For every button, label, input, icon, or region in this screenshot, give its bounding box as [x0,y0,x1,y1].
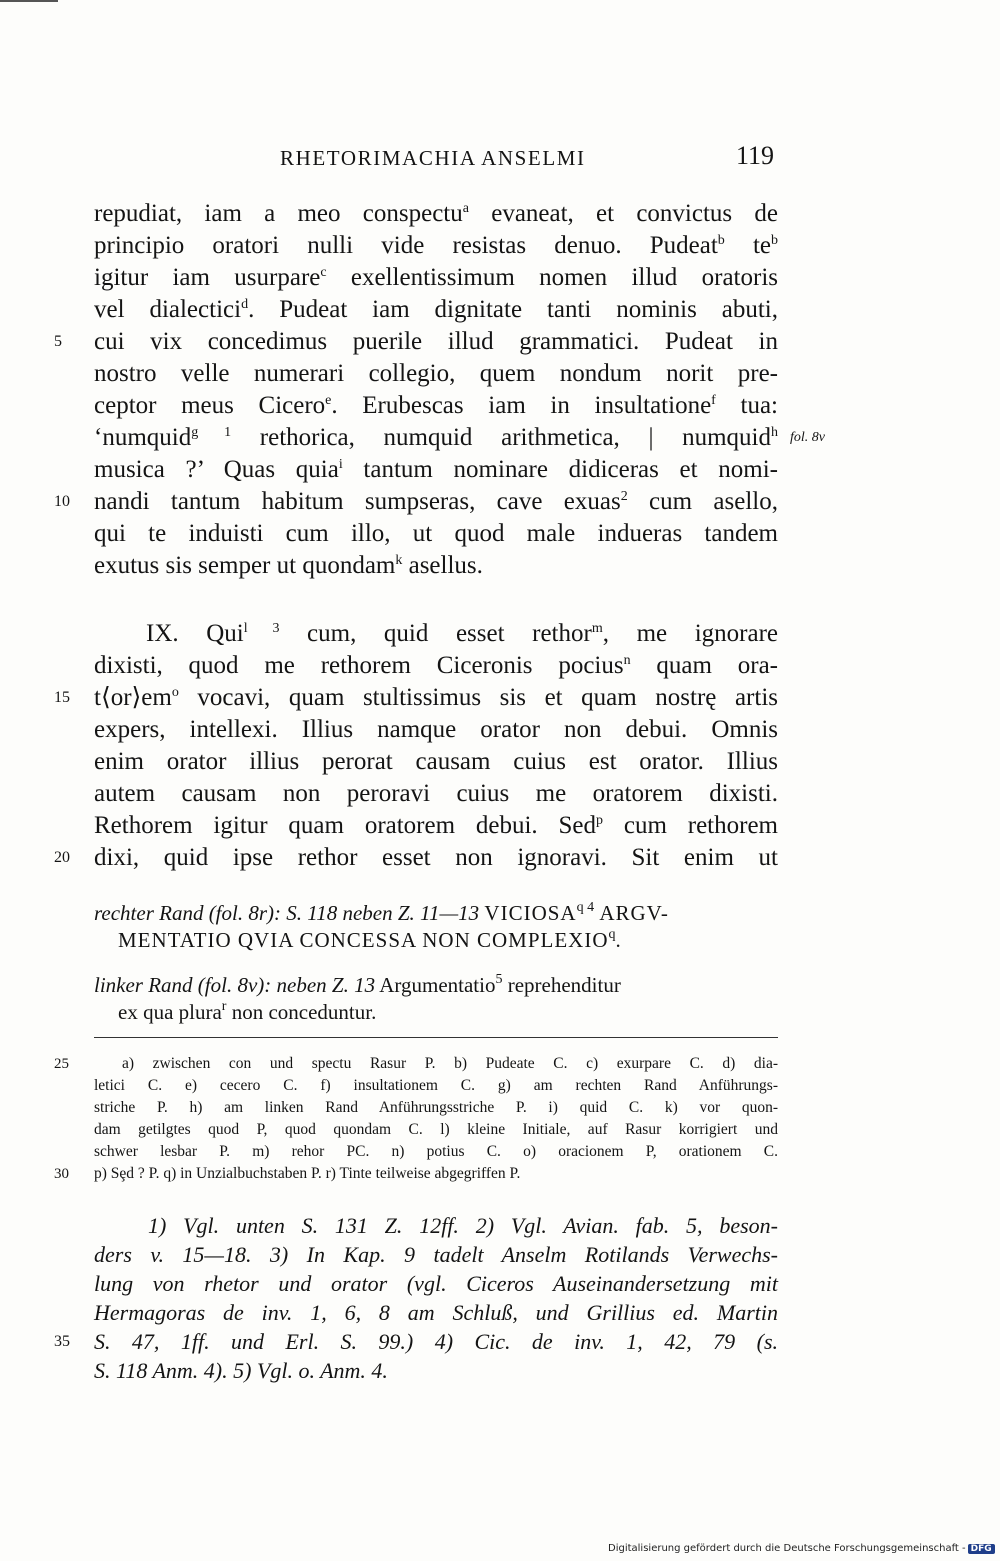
line-number: 5 [54,333,62,350]
text-line: enim orator illius perorat causam cuius est orator. Illius [94,748,778,775]
line-number: 10 [54,493,70,510]
apparatus-line: 25 a) zwischen con und spectu Rasur P. b) Pudeate C. c) exurpare C. d) dia- [94,1053,778,1075]
top-rule [0,0,58,2]
footnote-line: 1) Vgl. unten S. 131 Z. 12ff. 2) Vgl. Avian. fab. 5, beson- [148,1213,778,1238]
text-line: IX. Qui$^{l 3}$ cum, quid esset rethor$^m$, me ignorare [146,620,778,647]
text-line: musica ?’ Quas quia$^i$ tantum nominare didiceras et nomi- [94,456,778,483]
text-line: 5 cui vix concedimus puerile illud grammatici. Pudeat in [94,326,778,358]
footnote-line: ders v. 15—18. 3) In Kap. 9 tadelt Anselm Rotilands Verwechs- [94,1242,778,1267]
critical-apparatus [54,1053,778,1185]
chapter-ix-text [54,618,778,874]
dfg-logo: DFG [968,1544,995,1554]
running-head: RHETORIMACHIA ANSELMI [280,146,586,170]
footnotes [54,1211,778,1385]
apparatus-rule [94,1037,778,1038]
apparatus-line: 30 p) Sȩd ? P. q) in Unzialbuchstaben P. r) Tinte teilweise abgegriffen P. [94,1163,778,1185]
line-number: 35 [54,1333,70,1350]
text-line: expers, intellexi. Illius namque orator non debui. Omnis [94,716,778,743]
text-line: Rethorem igitur quam oratorem debui. Sed$^p$ cum rethorem [94,812,778,839]
apparatus-line: striche P. h) am linken Rand Anführungsstriche P. i) quid C. k) vor quon- [94,1099,778,1116]
footnote-line: 35 S. 47, 1ff. und Erl. S. 99.) 4) Cic. de inv. 1, 42, 79 (s. [54,1329,778,1354]
line-number: 20 [54,849,70,866]
margin-notes [94,900,778,1026]
right-margin-note: rechter Rand (fol. 8r): S. 118 neben Z. 11—13 $VICIOSA^{q 4}$ ARGV- [94,900,669,925]
text-line: qui te induisti cum illo, ut quod male indueras tandem [94,520,778,547]
text-line: nostro velle numerari collegio, quem nondum norit pre- [94,360,778,387]
dfg-funding-note: Digitalisierung gefördert durch die Deutsche Forschungsgemeinschaft - DFG [608,1543,995,1554]
line-number: 25 [54,1056,69,1072]
text-line: principio oratori nulli vide resistas denuo. Pudeat$^b$ $te^b$ [94,232,778,259]
text-line: dixisti, quod me rethorem Ciceronis pocius$^n$ quam ora- [94,652,778,679]
text-line: 15 $t⟨or⟩em^o$ vocavi, quam stultissimus sis et quam nostrę artis [94,682,778,714]
main-text [54,198,779,582]
line-number: 15 [54,689,70,706]
text-line: 20 dixi, quid ipse rethor esset non ignoravi. Sit enim ut [94,842,778,874]
text-line: autem causam non peroravi cuius me oratorem dixisti. [94,780,778,807]
right-margin-note-cont: MENTATIO QVIA CONCESSA NON COMPLEXIO$^q$. [118,927,621,952]
text-line: repudiat, iam a meo conspectu$^a$ evaneat, et convictus de [94,200,778,227]
text-line: igitur iam usurpare$^c$ exellentissimum nomen illud oratoris [94,264,778,291]
apparatus-line: dam getilgtes quod P, quod quondam C. l) kleine Initiale, auf Rasur korrigiert und [94,1121,778,1138]
apparatus-line: schwer lesbar P. m) rehor PC. n) potius C. o) oracionem P, orationem C. [94,1143,778,1160]
page-number: 119 [736,141,775,170]
marginal-folio-note: fol. 8v [790,430,825,445]
apparatus-line: letici C. e) cecero C. f) insultationem C. g) am rechten Rand Anführungs- [94,1077,778,1094]
text-line: vel dialectici$^d$. Pudeat iam dignitate tanti nominis abuti, [94,296,778,323]
left-margin-note: linker Rand (fol. 8v): neben Z. 13 Argumentatio$^5$ reprehenditur [94,972,621,997]
footnote-line: S. 118 Anm. 4). 5) Vgl. o. Anm. 4. [94,1358,388,1383]
text-line: 10 nandi tantum habitum sumpseras, cave exuas$^2$ cum asello, [94,486,778,518]
text-line: exutus sis semper ut quondam$^k$ asellus. [94,552,483,579]
text-line: ceptor meus Cicero$^e$. Erubescas iam in insultatione$^f$ tua: [94,392,778,419]
line-number: 30 [54,1166,69,1182]
footnote-line: lung von rhetor und orator (vgl. Ciceros Auseinandersetzung mit [94,1271,778,1296]
text-line: ‘numquid$^{g 1}$ rethorica, numquid arithmetica, | numquid$^h$ [94,424,779,451]
footnote-line: Hermagoras de inv. 1, 6, 8 am Schluß, und Grillius ed. Martin [94,1300,778,1325]
left-margin-note-cont: ex qua plura$^r$ non conceduntur. [118,999,377,1024]
